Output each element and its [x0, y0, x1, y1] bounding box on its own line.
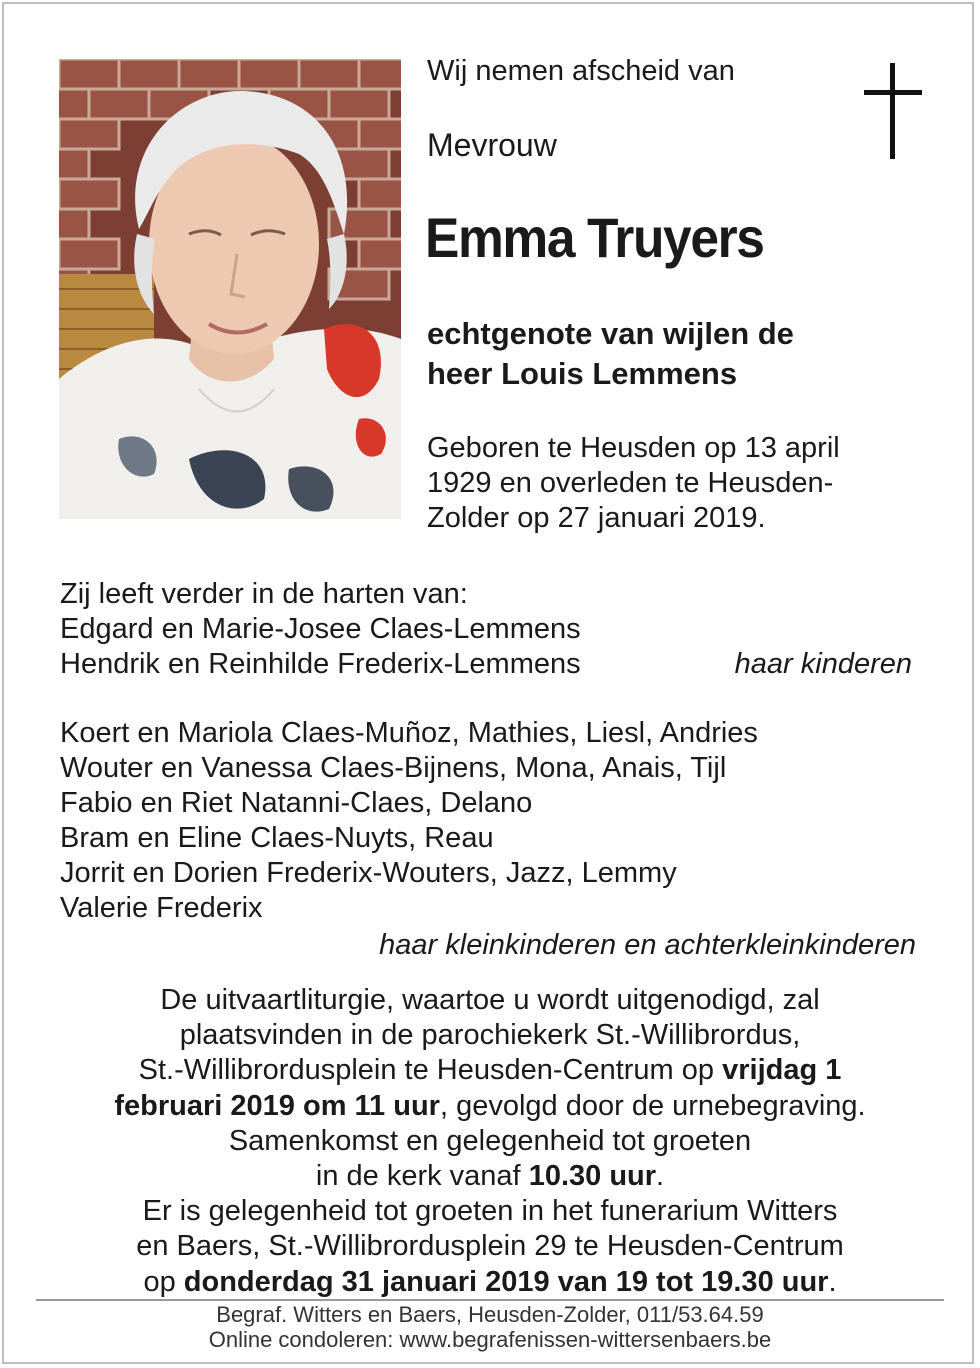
children-role-label: haar kinderen [734, 648, 912, 680]
gathering-time: 10.30 uur [528, 1160, 657, 1193]
portrait-photo [59, 59, 401, 519]
spouse-line: heer Louis Lemmens [427, 356, 738, 391]
list-item: Valerie Frederix [60, 892, 263, 924]
funeral-line: Samenkomst en gelegenheid tot groeten [228, 1124, 752, 1157]
funeral-line: Er is gelegenheid tot groeten in het funerarium Witters [142, 1195, 838, 1228]
list-item: Edgard en Marie-Josee Claes-Lemmens [60, 613, 581, 645]
spouse-line: echtgenote van wijlen de [427, 316, 794, 351]
funeral-text: St.-Willibrordusplein te Heusden-Centrum op [138, 1054, 723, 1087]
funeral-text: , gevolgd door de urnebegraving. [439, 1089, 866, 1122]
footer-divider [36, 1299, 944, 1301]
list-item: Hendrik en Reinhilde Frederix-Lemmens [60, 648, 581, 680]
funeral-details [40, 983, 940, 1300]
online-condolence-link[interactable]: Online condoleren: www.begrafenissen-wittersenbaers.be [208, 1327, 772, 1352]
funeral-line [40, 1159, 940, 1194]
funeral-line [40, 1089, 940, 1124]
funeral-line: plaatsvinden in de parochiekerk St.-Willibrordus, [179, 1019, 801, 1052]
cross-icon [864, 63, 922, 161]
salutation: Mevrouw [427, 127, 557, 163]
funeral-line: De uitvaartliturgie, waartoe u wordt uitgenodigd, zal [160, 984, 820, 1016]
list-item: Koert en Mariola Claes-Muñoz, Mathies, Liesl, Andries [60, 717, 758, 749]
list-item: Jorrit en Dorien Frederix-Wouters, Jazz, Lemmy [60, 857, 677, 889]
deceased-name: Emma Truyers [425, 206, 764, 269]
survivors-intro: Zij leeft verder in de harten van: [60, 578, 468, 610]
intro-text: Wij nemen afscheid van [427, 55, 735, 87]
funeral-line [40, 1053, 940, 1088]
birth-death-line: Zolder op 27 januari 2019. [427, 502, 766, 534]
visitation-time: donderdag 31 januari 2019 van 19 tot 19.30 uur [183, 1265, 829, 1298]
undertaker-info: Begraf. Witters en Baers, Heusden-Zolder, 011/53.64.59 [216, 1302, 764, 1327]
list-item: Wouter en Vanessa Claes-Bijnens, Mona, Anais, Tijl [60, 752, 727, 784]
list-item: Bram en Eline Claes-Nuyts, Reau [60, 822, 494, 854]
birth-death-info [427, 431, 907, 536]
funeral-date: vrijdag 1 [722, 1054, 842, 1087]
children-list [60, 612, 581, 682]
funeral-text: in de kerk vanaf [315, 1160, 529, 1193]
funeral-line [40, 1265, 940, 1300]
birth-death-line: Geboren te Heusden op 13 april [427, 432, 840, 464]
grandchildren-role-label: haar kleinkinderen en achterkleinkinderen [379, 929, 916, 961]
birth-death-line: 1929 en overleden te Heusden- [427, 467, 834, 499]
funeral-text: . [656, 1160, 665, 1193]
list-item: Fabio en Riet Natanni-Claes, Delano [60, 787, 533, 819]
funeral-text: op [143, 1265, 184, 1298]
footer [0, 1302, 980, 1352]
funeral-line: en Baers, St.-Willibrordusplein 29 te Heusden-Centrum [136, 1230, 844, 1263]
grandchildren-list [60, 716, 758, 926]
funeral-text: . [828, 1265, 837, 1298]
funeral-date: februari 2019 om 11 uur [114, 1089, 440, 1122]
spouse-info [427, 314, 897, 394]
